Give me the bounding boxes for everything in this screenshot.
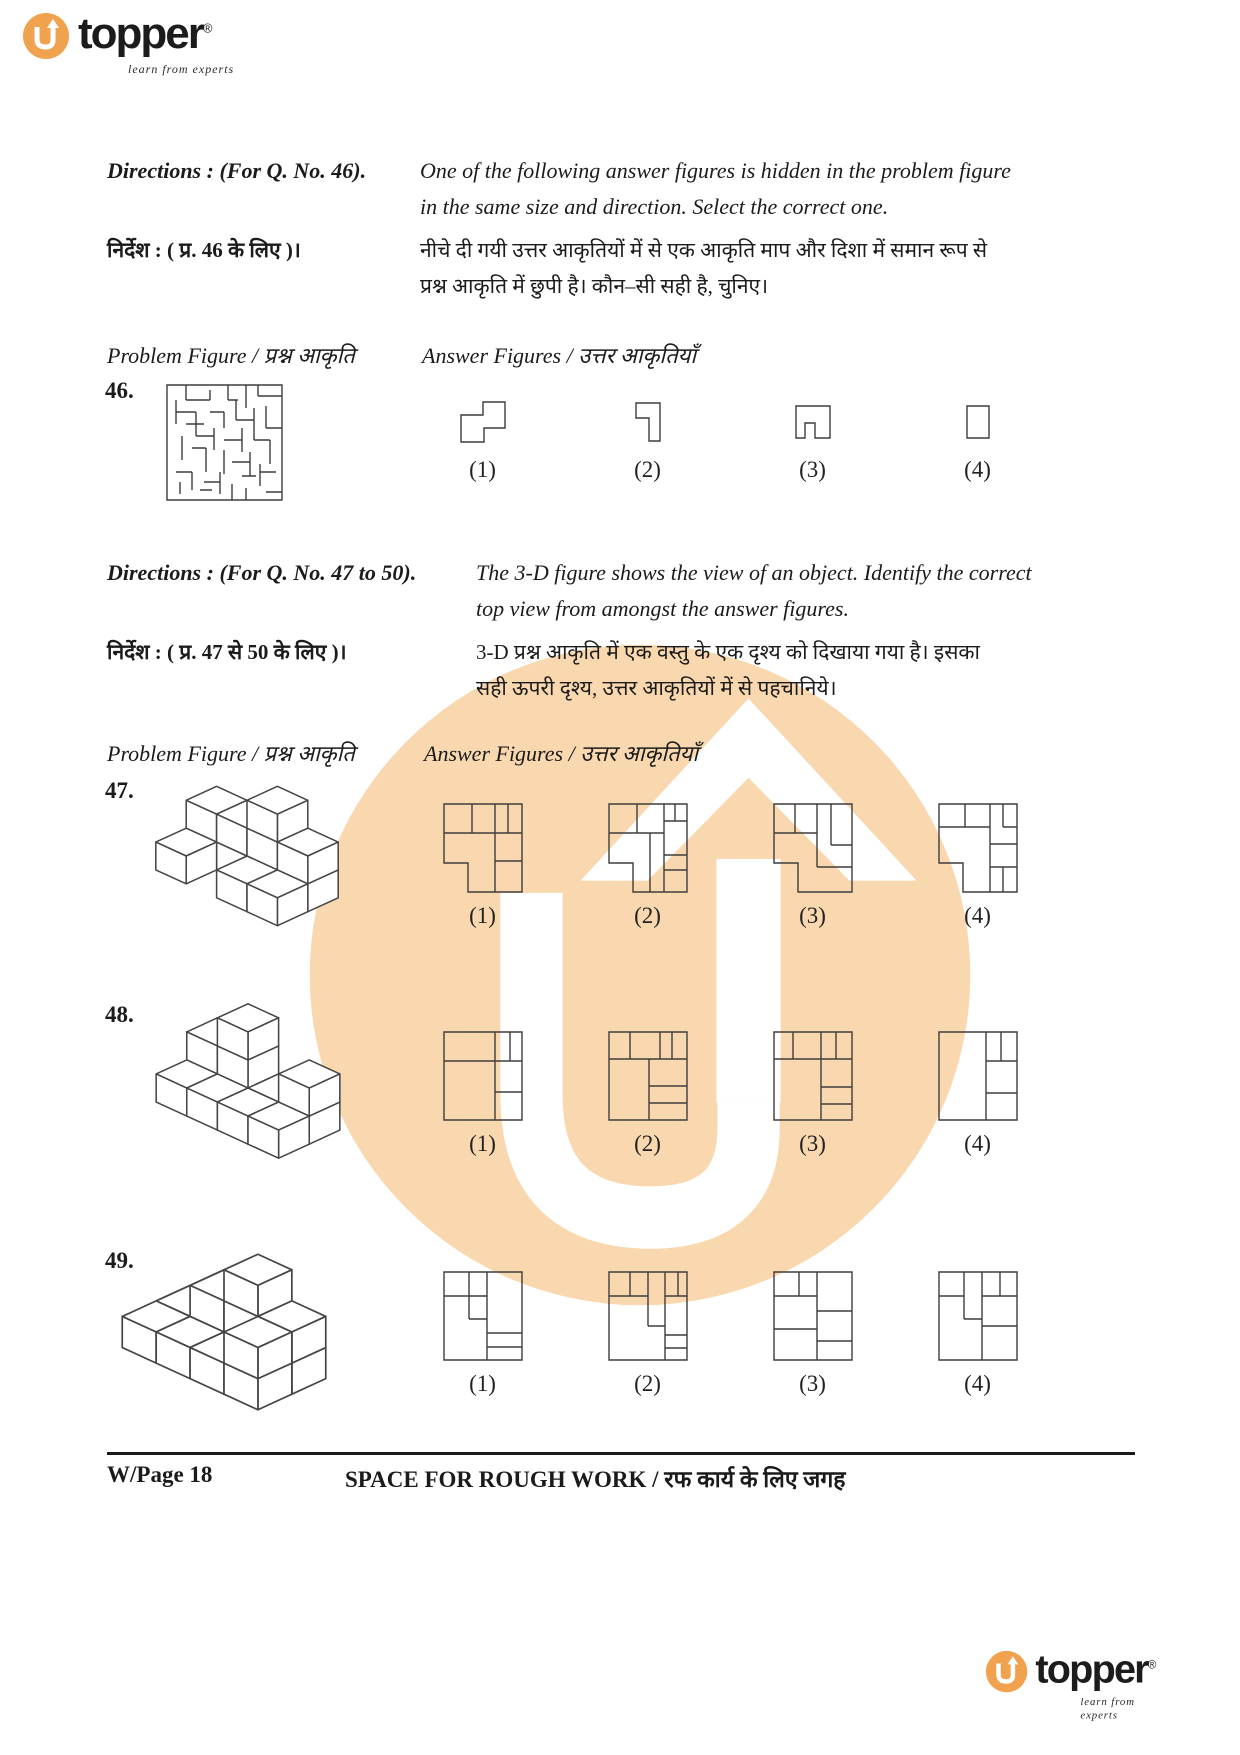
question-47-problem-figure — [152, 782, 342, 930]
problem-figure-header-2: Problem Figure / प्रश्न आकृति — [107, 741, 355, 766]
question-46-options — [400, 396, 1060, 483]
option-label: (3) — [799, 457, 826, 482]
option-label: (2) — [634, 903, 661, 928]
option-49-2 — [565, 1270, 730, 1397]
option-label: (4) — [964, 457, 991, 482]
option-figure — [773, 802, 853, 894]
question-49-problem-figure — [118, 1246, 330, 1418]
option-figure — [608, 1270, 688, 1362]
option-49-4 — [895, 1270, 1060, 1397]
option-figure — [635, 396, 661, 448]
directions-47-50-body-hi-1: 3-D प्रश्न आकृति में एक वस्तु के एक दृश्य को दिखाया गया है। इसका — [476, 640, 980, 664]
brand-tagline: learn from experts — [1080, 1695, 1135, 1722]
option-49-1 — [400, 1270, 565, 1397]
option-46-3 — [730, 396, 895, 483]
option-label: (1) — [469, 903, 496, 928]
rough-work-label: SPACE FOR ROUGH WORK / रफ कार्य के लिए जगह — [345, 1467, 846, 1492]
option-figure — [608, 802, 688, 894]
option-46-4 — [895, 396, 1060, 483]
option-47-4 — [895, 802, 1060, 929]
registered-mark: ® — [202, 20, 213, 36]
footer-rule — [107, 1452, 1135, 1455]
option-49-3 — [730, 1270, 895, 1397]
option-label: (4) — [964, 1131, 991, 1156]
directions-47-50-body-en-2: top view from amongst the answer figures. — [476, 596, 849, 621]
option-label: (4) — [964, 1371, 991, 1396]
option-label: (2) — [634, 1131, 661, 1156]
option-figure — [773, 1270, 853, 1362]
directions-46-body-en-1: One of the following answer figures is hidden in the problem figure — [420, 158, 1011, 183]
option-48-3 — [730, 1030, 895, 1157]
option-figure — [443, 1030, 523, 1122]
directions-46-label-hi: निर्देश : ( प्र. 46 के लिए )। — [107, 238, 301, 262]
question-48-options — [400, 1030, 1060, 1157]
page-number-label: W/Page 18 — [107, 1462, 213, 1487]
question-49-options — [400, 1270, 1060, 1397]
header-brand-logo — [22, 9, 213, 60]
registered-mark: ® — [1147, 1657, 1157, 1672]
option-figure — [938, 802, 1018, 894]
option-label: (1) — [469, 1371, 496, 1396]
directions-46-label-en: Directions : (For Q. No. 46). — [107, 158, 367, 183]
answer-figures-header-1: Answer Figures / उत्तर आकृतियाँ — [422, 343, 697, 368]
option-label: (4) — [964, 903, 991, 928]
question-48-problem-figure — [150, 1000, 346, 1162]
option-47-1 — [400, 802, 565, 929]
option-48-4 — [895, 1030, 1060, 1157]
question-48-number: 48. — [105, 1002, 134, 1027]
problem-figure-header-1: Problem Figure / प्रश्न आकृति — [107, 343, 355, 368]
option-label: (1) — [469, 457, 496, 482]
brand-name: topper® — [1035, 1647, 1157, 1692]
option-figure — [460, 396, 506, 448]
option-label: (1) — [469, 1131, 496, 1156]
directions-46-body-hi-2: प्रश्न आकृति में छुपी है। कौन–सी सही है, चुनिए। — [420, 274, 769, 298]
option-48-1 — [400, 1030, 565, 1157]
question-46-number: 46. — [105, 378, 134, 403]
option-label: (3) — [799, 1131, 826, 1156]
option-46-2 — [565, 396, 730, 483]
option-figure — [443, 1270, 523, 1362]
directions-47-50-label-en: Directions : (For Q. No. 47 to 50). — [107, 560, 417, 585]
option-label: (2) — [634, 1371, 661, 1396]
question-47-number: 47. — [105, 778, 134, 803]
question-49-number: 49. — [105, 1248, 134, 1273]
option-47-3 — [730, 802, 895, 929]
u-arrow-icon — [985, 1650, 1028, 1693]
u-arrow-icon — [22, 12, 70, 60]
option-label: (3) — [799, 1371, 826, 1396]
question-47-options — [400, 802, 1060, 929]
option-48-2 — [565, 1030, 730, 1157]
option-figure — [773, 1030, 853, 1122]
option-figure — [966, 396, 990, 448]
directions-46-body-hi-1: नीचे दी गयी उत्तर आकृतियों में से एक आकृति माप और दिशा में समान रूप से — [420, 238, 988, 262]
option-46-1 — [400, 396, 565, 483]
answer-figures-header-2: Answer Figures / उत्तर आकृतियाँ — [424, 741, 699, 766]
directions-47-50-label-hi: निर्देश : ( प्र. 47 से 50 के लिए )। — [107, 640, 347, 664]
brand-name: topper® — [78, 9, 213, 58]
option-figure — [443, 802, 523, 894]
option-figure — [938, 1270, 1018, 1362]
question-46-problem-figure — [166, 384, 284, 502]
footer-brand-logo — [985, 1647, 1157, 1722]
option-47-2 — [565, 802, 730, 929]
directions-47-50-body-en-1: The 3-D figure shows the view of an object. Identify the correct — [476, 560, 1032, 585]
option-label: (3) — [799, 903, 826, 928]
directions-47-50-body-hi-2: सही ऊपरी दृश्य, उत्तर आकृतियों में से पहचानिये। — [476, 676, 837, 700]
directions-46-body-en-2: in the same size and direction. Select the correct one. — [420, 194, 889, 219]
option-figure — [795, 396, 831, 448]
option-figure — [608, 1030, 688, 1122]
brand-tagline: learn from experts — [128, 62, 235, 76]
option-figure — [938, 1030, 1018, 1122]
option-label: (2) — [634, 457, 661, 482]
